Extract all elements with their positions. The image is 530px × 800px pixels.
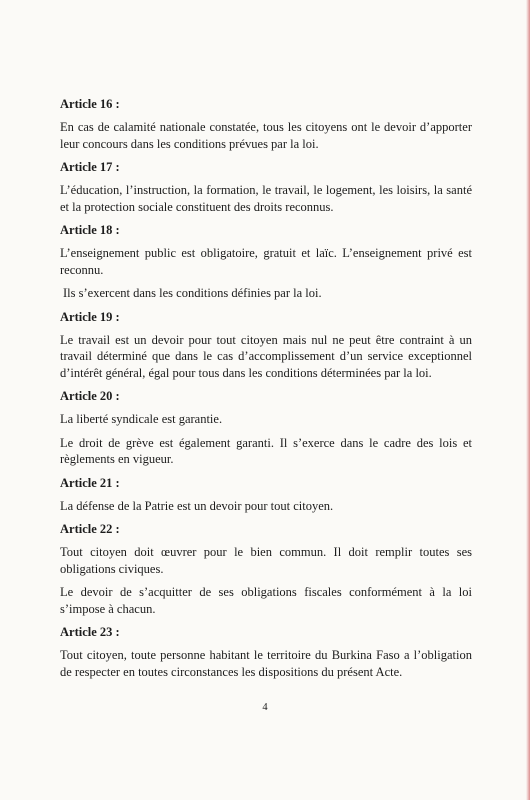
article-heading: Article 16 : [60,97,120,111]
article-20 [60,388,472,468]
page-number: 4 [262,702,268,713]
article-21 [60,475,472,515]
article-18 [60,222,472,302]
article-heading: Article 23 : [60,625,120,639]
article-paragraph: En cas de calamité nationale constatée, tous les citoyens ont le devoir d’apporter leur concours dans les conditions prévues par la loi. [60,120,472,151]
article-paragraph: Tout citoyen, toute personne habitant le territoire du Burkina Faso a l’obligation de respecter en toutes circonstances les dispositions du présent Acte. [60,648,472,679]
article-paragraph: Le devoir de s’acquitter de ses obligations fiscales conformément à la loi s’impose à chacun. [60,585,472,616]
article-23 [60,624,472,680]
article-22 [60,521,472,617]
article-heading: Article 21 : [60,475,120,490]
article-paragraph: La défense de la Patrie est un devoir pour tout citoyen. [60,498,334,513]
article-heading: Article 19 : [60,309,120,324]
article-paragraph: La liberté syndicale est garantie. [60,412,223,426]
document-body [60,96,472,687]
article-heading: Article 20 : [60,389,120,403]
article-heading: Article 17 : [60,160,120,174]
article-paragraph: Tout citoyen doit œuvrer pour le bien commun. Il doit remplir toutes ses obligations civiques. [60,545,472,576]
article-paragraph: L’enseignement public est obligatoire, gratuit et laïc. L’enseignement privé est reconnu. [60,246,472,277]
page-edge-shadow [526,0,530,800]
article-paragraph: Le droit de grève est également garanti. Il s’exerce dans le cadre des lois et règlements en vigueur. [60,435,472,466]
article-heading: Article 18 : [60,223,120,237]
article-heading: Article 22 : [60,522,120,536]
article-19 [60,309,472,382]
article-paragraph: L’éducation, l’instruction, la formation, le travail, le logement, les loisirs, la santé et la protection sociale constituent des droits reconnus. [60,183,472,214]
article-16 [60,96,472,152]
article-paragraph: Ils s’exercent dans les conditions définies par la loi. [63,286,322,300]
article-paragraph: Le travail est un devoir pour tout citoyen mais nul ne peut être contraint à un travail déterminé que dans le cas d’accomplissement d’un service exceptionnel d’intérêt général, égal pour tous dans les conditions déterminées par la loi. [60,332,472,380]
article-17 [60,159,472,215]
